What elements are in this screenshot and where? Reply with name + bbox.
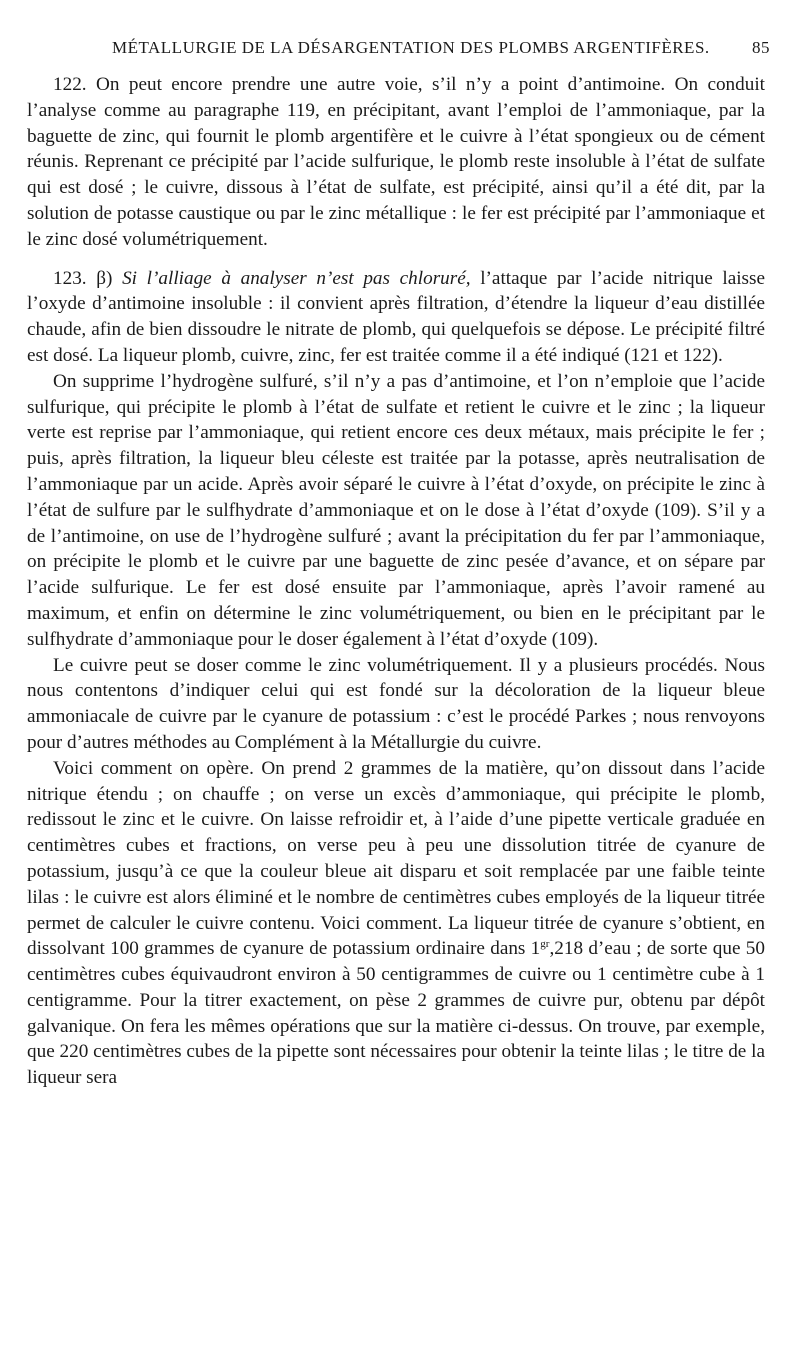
case-heading: Si l’alliage à analyser n’est pas chloruré, <box>122 267 471 289</box>
paragraph-122 <box>27 72 765 253</box>
running-header <box>26 38 770 62</box>
paragraph-number: 123. <box>53 267 87 289</box>
paragraph-suppression: On supprime l’hydrogène sulfuré, s’il n’y a pas d’antimoine, et l’on n’emploie que l’acide sulfurique, qui précipite le plomb à l’état de sulfate et retient le cuivre et le zinc ; la liqueur verte est reprise par l’ammoniaque, qui retient encore ces deux métaux, mais précipite le fer ; puis, après filtration, la liqueur bleu céleste est traitée par la potasse, après neutralisation de l’ammoniaque par un acide. Après avoir séparé le cuivre à l’état d’oxyde, on précipite le zinc à l’état de sulfure par le sulfhydrate d’ammoniaque et on le dose à l’état d’oxyde (109). S’il y a de l’antimoine, on use de l’hydrogène sulfuré ; avant la précipitation du fer par l’ammoniaque, on précipite le plomb et le cuivre par une baguette de zinc pesée d’avance, et on sépare par l’acide sulfurique. Le fer est dosé ensuite par l’ammoniaque, après l’avoir ramené au maximum, et enfin on détermine le zinc volumétriquement, ou bien en le précipitant par le sulfhydrate d’ammoniaque pour le doser également à l’état d’oxyde (109). <box>27 370 765 650</box>
unit-superscript: gr <box>540 938 550 951</box>
running-title: MÉTALLURGIE DE LA DÉSARGENTATION DES PLOMBS ARGENTIFÈRES. <box>112 38 710 57</box>
paragraph-procedure <box>27 756 765 1091</box>
paragraph-text-continued: ,218 d’eau ; de sorte que 50 centimètres cubes équivaudront environ à 50 centigrammes de cuivre ou 1 centimètre cube à 1 centigramme. Pour la titrer exactement, on pèse 2 grammes de cuivre pur, obtenu par dépôt galvanique. On fera les mêmes opérations que sur la matière ci-dessus. On trouve, par exemple, que 220 centimètres cubes de la pipette sont nécessaires pour obtenir la teinte lilas ; le titre de la liqueur sera <box>27 938 765 1089</box>
paragraph-123 <box>27 266 765 369</box>
page-number: 85 <box>752 38 770 57</box>
paragraph-text: l’attaque par l’acide nitrique laisse l’oxyde d’antimoine insoluble : il convient après filtration, d’étendre la liqueur d’eau distillée chaude, afin de bien dissoudre le nitrate de plomb, qui quelquefois se dépose. Le précipité filtré est dosé. La liqueur plomb, cuivre, zinc, fer est traitée comme il a été indiqué (121 et 122). <box>27 267 766 366</box>
paragraph-text: On peut encore prendre une autre voie, s’il n’y a point d’antimoine. On conduit l’analyse comme au paragraphe 119, en précipitant, avant l’emploi de l’ammoniaque, par la baguette de zinc, qui fournit le plomb argentifère et le cuivre à l’état spongieux ou de cément réunis. Reprenant ce précipité par l’acide sulfurique, le plomb reste insoluble à l’état de sulfate qui est dosé ; le cuivre, dissous à l’état de sulfate, est précipité, ainsi qu’il a été dit, par la solution de potasse caustique ou par le zinc métallique : le fer est précipité par l’ammoniaque et le zinc dosé volumétriquement. <box>27 74 765 250</box>
case-marker: β) <box>96 267 113 289</box>
paragraph-cuivre: Le cuivre peut se doser comme le zinc volumétriquement. Il y a plusieurs procédés. Nous nous contentons d’indiquer celui qui est fondé sur la décoloration de la liqueur bleue ammoniacale de cuivre par le cyanure de potassium : c’est le procédé Parkes ; nous renvoyons pour d’autres méthodes au Complément à la Métallurgie du cuivre. <box>27 654 765 753</box>
paragraph-text: Voici comment on opère. On prend 2 grammes de la matière, qu’on dissout dans l’acide nitrique étendu ; on chauffe ; on verse un excès d’ammoniaque, qui précipite le plomb, redissout le zinc et le cuivre. On laisse refroidir et, à l’aide d’une pipette verticale graduée en centimètres cubes et fractions, on verse peu à peu une dissolution titrée de cyanure de potassium, jusqu’à ce que la couleur bleue ait disparu et soit remplacée par une faible teinte lilas : le cuivre est alors éliminé et le nombre de centimètres cubes employés de la liqueur titrée permet de calculer le cuivre contenu. Voici comment. La liqueur titrée de cyanure s’obtient, en dissolvant 100 grammes de cyanure de potassium ordinaire dans 1 <box>27 757 765 960</box>
paragraph-number: 122. <box>53 74 87 95</box>
page-body <box>27 72 765 1091</box>
